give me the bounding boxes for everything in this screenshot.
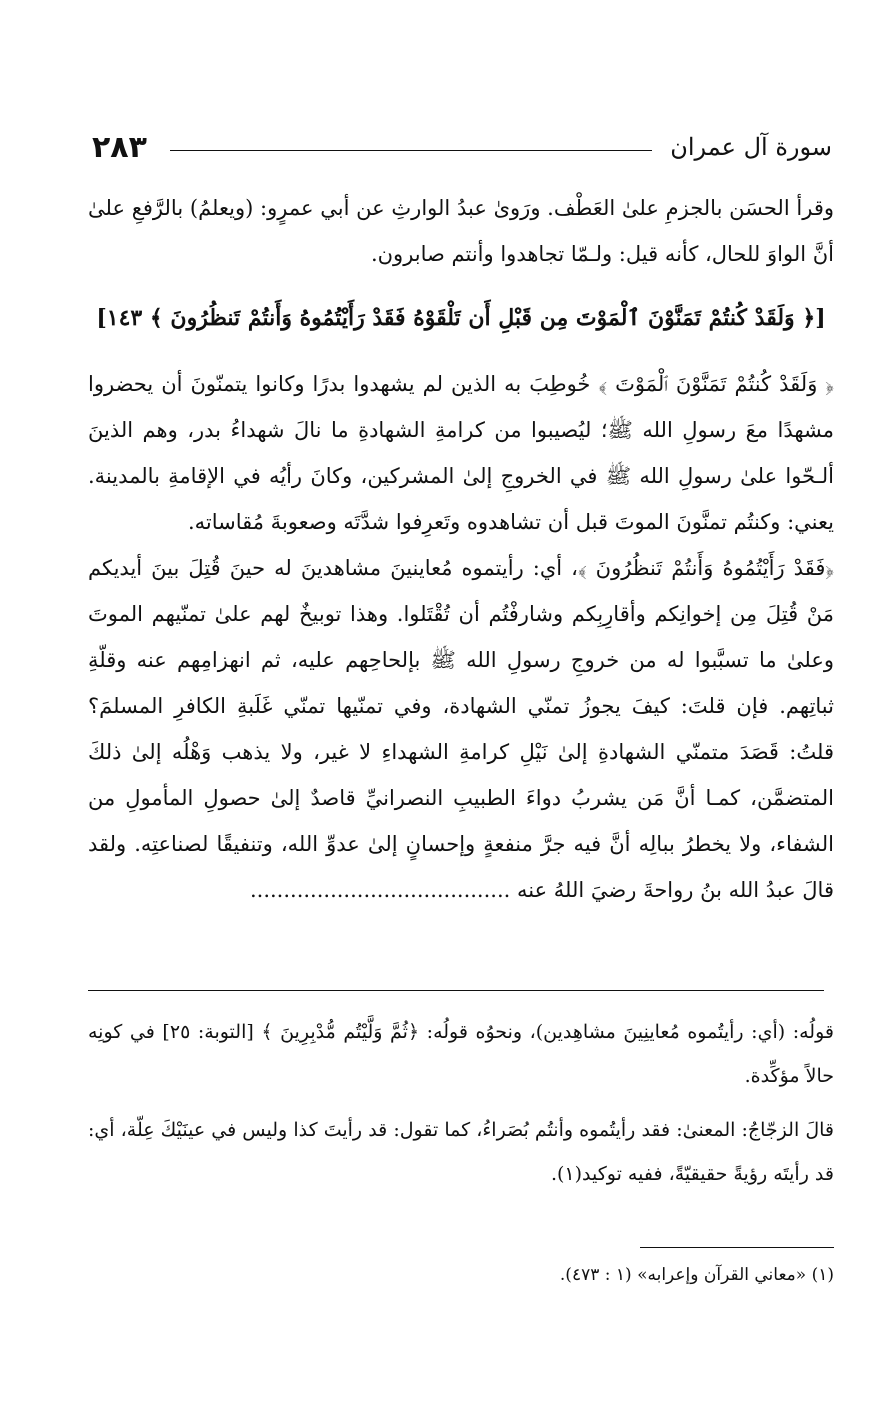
commentary-notes <box>88 1010 834 1206</box>
page-header <box>92 122 832 172</box>
surah-title: سورة آل عمران <box>670 133 832 161</box>
footnote: (١) «معاني القرآن وإعرابه» (١ : ٤٧٣). <box>559 1265 834 1285</box>
main-text-divider <box>88 990 824 991</box>
verse-heading: [﴿ وَلَقَدْ كُنتُمْ تَمَنَّوْنَ ٱلْمَوْتَ مِن قَبْلِ أَن تَلْقَوْهُ فَقَدْ رَأَيْتُمُوهُ وَأَنتُمْ تَنظُرُونَ ﴾ ١٤٣] <box>96 305 826 331</box>
paragraph-3-text: ﴿فَقَدْ رَأَيْتُمُوهُ وَأَنتُمْ تَنظُرُونَ ﴾، أي: رأيتموه مُعاينينَ مشاهدينَ له حينَ قُتِلَ بينَ أيديكم مَنْ قُتِلَ مِن إخوانِكم وأقارِبِكم وشارفْتُم أن تُقْتَلوا. وهذا توبيخٌ لهم علىٰ تمنّيهم الموتَ وعلىٰ ما تسبَّبوا له من خروجِ رسولِ الله ﷺ بإلحاحِهم عليه، ثم انهزامِهم عنه وقلّةِ ثباتِهم. فإن قلتَ: كيفَ يجوزُ تمنّي الشهادة، وفي تمنّيها تمنّي غَلَبةِ الكافرِ المسلمَ؟ قلتُ: قَصَدَ متمنّي الشهادةِ إلىٰ نَيْلِ كرامةِ الشهداءِ لا غير، ولا يذهب وَهْلُه إلىٰ ذلكَ المتضمَّن، كمـا أنَّ مَن يشربُ دواءَ الطبيبِ النصرانيِّ قاصدٌ إلىٰ حصولِ المأمولِ من الشفاء، ولا يخطرُ ببالِه أنَّ فيه جرَّ منفعةٍ وإحسانٍ إلىٰ عدوِّ الله، وتنفيقًا لصناعتِه. ولقد قالَ عبدُ الله بنُ رواحةَ رضيَ اللهُ عنه <box>88 556 834 902</box>
continuation-dots: ....................................... <box>249 878 511 902</box>
note-1: قولُه: (أي: رأيتُموه مُعاينِينَ مشاهِدين)، ونحوُه قولُه: ﴿ثُمَّ وَلَّيْتُم مُّدْبِرِينَ ﴾ [التوبة: ٢٥] في كونِه حالاً مؤكِّدة. <box>88 1021 834 1087</box>
note-2: قالَ الزجّاجُ: المعنىٰ: فقد رأيتُموه وأنتُم بُصَراءُ، كما تقول: قد رأيتَ كذا وليس في عينَيْكَ عِلّة، أي: قد رأيتَه رؤيةً حقيقيّةً، ففيه توكيد(١). <box>88 1119 834 1185</box>
paragraph-1: وقرأ الحسَن بالجزمِ علىٰ العَطْف. ورَوىٰ عبدُ الوارثِ عن أبي عمرٍو: (ويعلمُ) بالرَّفعِ علىٰ أنَّ الواوَ للحال، كأنه قيل: ولـمّا تجاهدوا وأنتم صابرون. <box>88 196 834 266</box>
footnote-divider <box>640 1247 834 1248</box>
paragraph-2: ﴿ وَلَقَدْ كُنتُمْ تَمَنَّوْنَ ٱلْمَوْتَ ﴾ خُوطِبَ به الذين لم يشهدوا بدرًا وكانوا يتمنّونَ أن يحضروا مشهدًا معَ رسولِ الله ﷺ؛ ليُصيبوا من كرامةِ الشهادةِ ما نالَ شهداءُ بدر، وهم الذينَ ألـحّوا علىٰ رسولِ الله ﷺ في الخروجِ إلىٰ المشركين، وكانَ رأيُه في الإقامةِ بالمدينة. يعني: وكنتُم تمنَّونَ الموتَ قبل أن تشاهدوه وتَعرِفوا شدَّتَه وصعوبةَ مُقاساته. <box>88 372 834 534</box>
page-number: ٢٨٣ <box>92 129 147 165</box>
header-rule <box>170 150 652 151</box>
paragraph-3 <box>88 545 834 913</box>
main-text <box>88 185 834 913</box>
